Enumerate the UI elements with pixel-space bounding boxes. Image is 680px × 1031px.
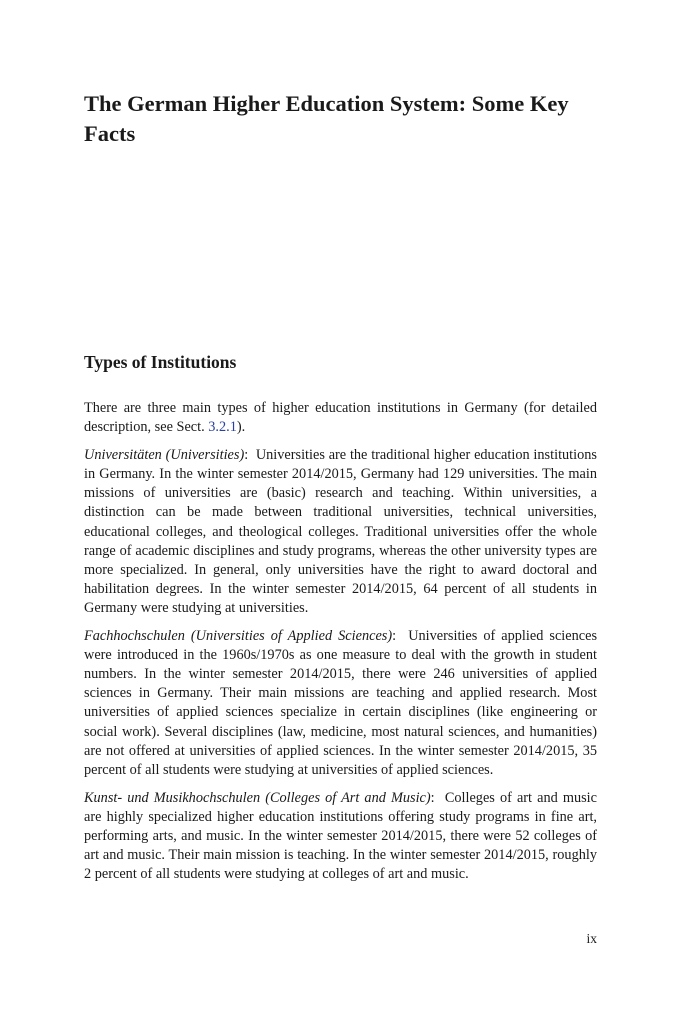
institution-term: Fachhochschulen (Universities of Applied Sciences) [84, 628, 393, 645]
institution-description: Universities are the traditional higher education institutions in Germany. In the winter semester 2014/2015, Germany had 129 universities. The main missions of universities are (basic) research and teaching. Within universities, a distinction can be made between traditional universities, technical universities, educational colleges, and theological colleges. Traditional universities offer the whole range of academic disciplines and study programs, whereas the other university types are more specialized. In general, only universities have the right to award doctoral and habilitation degrees. In the winter semester 2014/2015, 64 percent of all students in Germany were studying at universities. [84, 447, 597, 616]
intro-text-end: ). [236, 419, 246, 436]
section-body [84, 399, 597, 893]
institution-term: Kunst- und Musikhochschulen (Colleges of Art and Music) [84, 789, 431, 806]
institution-term: Universitäten (Universities) [84, 447, 245, 464]
intro-paragraph [84, 399, 597, 437]
institution-description: Universities of applied sciences were introduced in the 1960s/1970s as one measure to deal with the growth in student numbers. In the winter semester 2014/2015, there were 246 universities of applied sciences in Germany. Their main missions are teaching and applied research. Most universities of applied sciences specialize in certain disciplines (like engineering or social work). Several disciplines (law, medicine, most natural sciences, and humanities) are not offered at universities of applied sciences. In the winter semester 2014/2015, 35 percent of all students were studying at universities of applied sciences. [84, 628, 598, 778]
institution-paragraph-applied-sciences [84, 627, 597, 780]
page-number: ix [586, 931, 597, 946]
section-heading: Types of Institutions [84, 352, 237, 372]
chapter-title: The German Higher Education System: Some Key Facts [84, 91, 569, 146]
institution-paragraph-universities [84, 446, 597, 618]
institution-paragraph-art-music [84, 789, 597, 884]
term-separator: : [244, 447, 249, 464]
institution-description: Colleges of art and music are highly specialized higher education institutions offering study programs in fine art, performing arts, and music. In the winter semester 2014/2015, there were 52 colleges of art and music. Their main mission is teaching. In the winter semester 2014/2015, roughly 2 percent of all students were studying at colleges of art and music. [84, 789, 597, 883]
intro-text: There are three main types of higher education institutions in Germany (for detailed description, see Sect. [84, 400, 597, 436]
term-separator: : [430, 789, 435, 806]
term-separator: : [392, 628, 397, 645]
section-reference-link[interactable]: 3.2.1 [208, 419, 237, 436]
